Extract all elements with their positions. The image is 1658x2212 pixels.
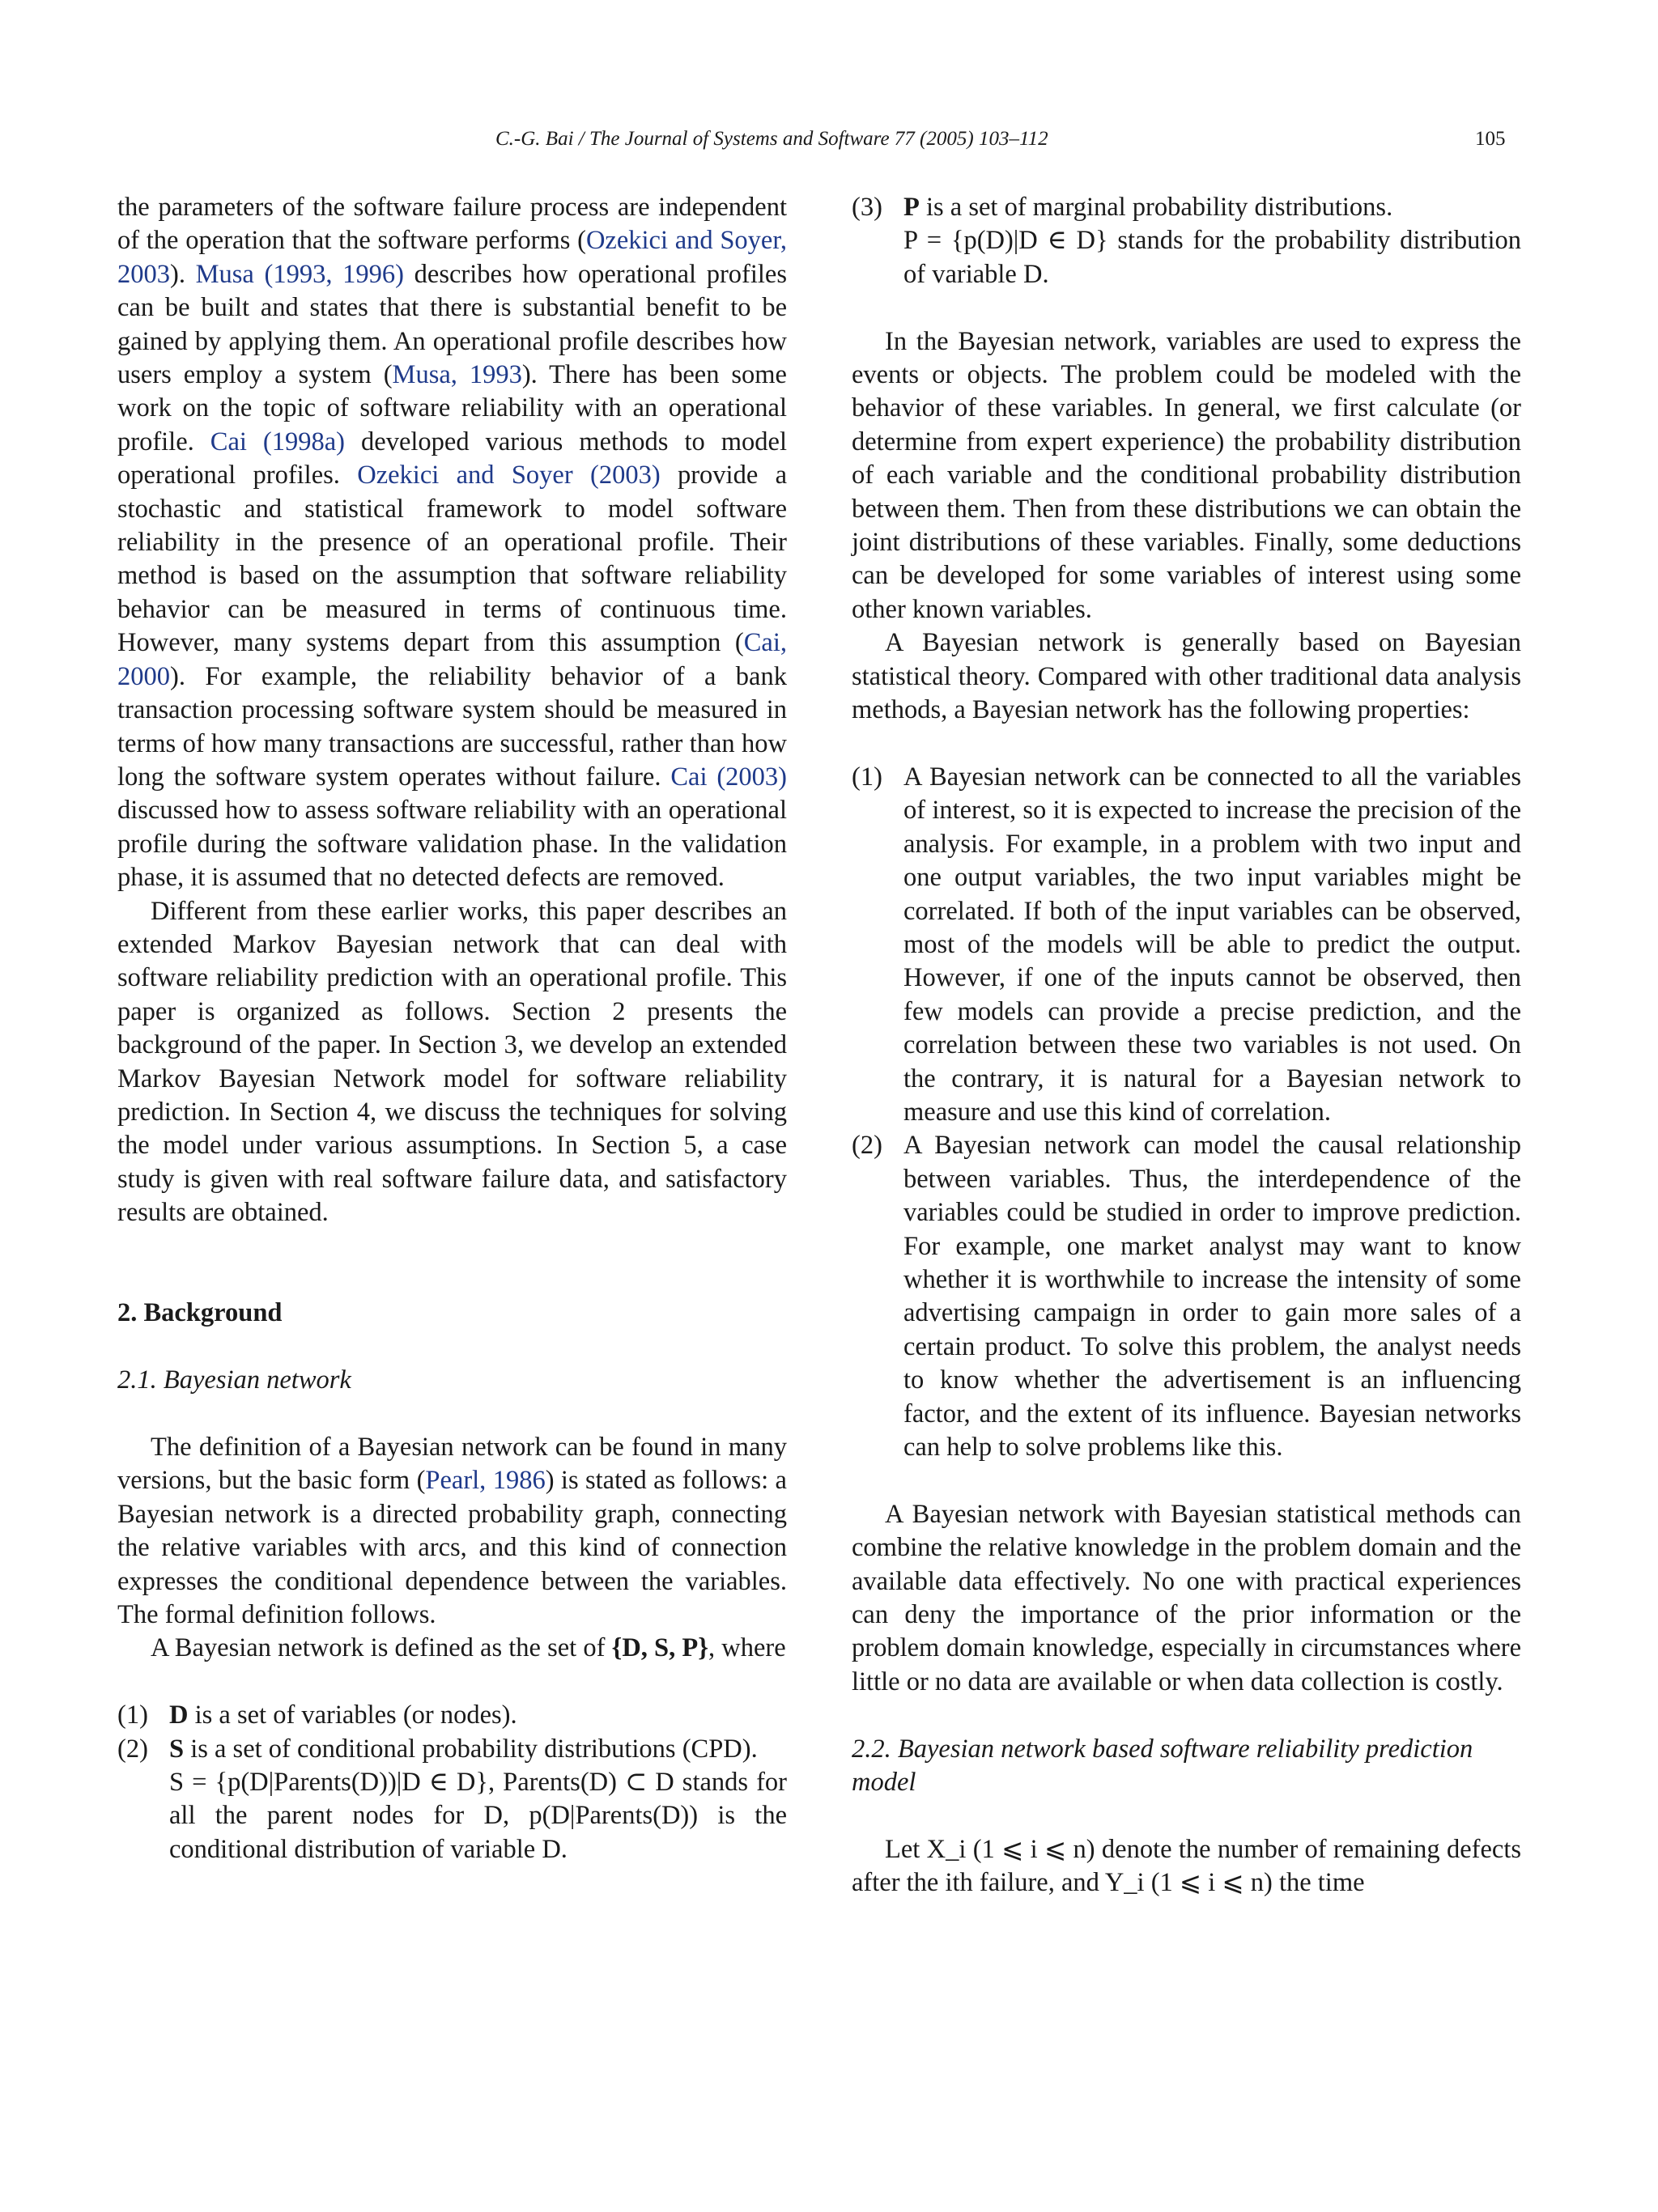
formula: P = {p(D)|D ∈ D} stands for the probability distribution of variable D.	[903, 226, 1521, 289]
list-item: (2) A Bayesian network can model the causal relationship between variables. Thus, the interdependence of the variables could be studied in order to improve prediction. For example, one market analyst may want to know whether it is worthwhile to increase the intensity of some advertising campaign in order to gain more sales of a certain product. To solve this problem, the analyst needs to know whether the advertisement is an influencing factor, and the extent of its influence. Bayesian networks can help to solve problems like this.	[852, 1131, 1521, 1462]
list-item: (3) P is a set of marginal probability distributions. P = {p(D)|D ∈ D} stands for the probability distribution of variable D.	[852, 193, 1521, 289]
paragraph-organization: Different from these earlier works, this paper describes an extended Markov Bayesian network that can deal with software reliability prediction with an operational profile. This paper is organized as follows. Section 2 presents the background of the paper. In Section 3, we develop an extended Markov Bayesian Network model for software reliability prediction. In Section 4, we discuss the techniques for solving the model under various assumptions. In Section 5, a case study is given with real software failure data, and satisfactory results are obtained.	[117, 896, 787, 1228]
paragraph-intro-continued: the parameters of the software failure process are independent of the operation that the software performs (Ozekici and Soyer, 2003). Musa (1993, 1996) describes how operational profiles can be built and states that there is substantial benefit to be gained by applying them. An operational profile describes how users employ a system (Musa, 1993). There has been some work on the topic of software reliability with an operational profile. Cai (1998a) developed various methods to model operational profiles. Ozekici and Soyer (2003) provide a stochastic and statistical framework to model software reliability in the presence of an operational profile. Their method is based on the assumption that software reliability behavior can be measured in terms of continuous time. However, many systems depart from this assumption (Cai, 2000). For example, the reliability behavior of a bank transaction processing software system should be measured in terms of how many transactions are successful, rather than how long the software system operates without failure. Cai (2003) discussed how to assess software reliability with an operational profile during the software validation phase. In the validation phase, it is assumed that no detected defects are removed.	[117, 193, 788, 893]
paragraph-definition: The definition of a Bayesian network can be found in many versions, but the basic form (Pearl, 1986) is stated as follows: a Bayesian network is a directed probability graph, connecting the relative variables with arcs, and this kind of connection expresses the conditional dependence between the variables. The formal definition follows.	[117, 1432, 787, 1630]
paragraph-bayesian-methods: A Bayesian network with Bayesian statistical methods can combine the relative knowledge in the problem domain and the available data effectively. No one with practical experiences can deny the importance of the prior information or the problem domain knowledge, especially in circumstances where little or no data are available or when data collection is costly.	[852, 1499, 1521, 1696]
running-head: C.-G. Bai / The Journal of Systems and Software 77 (2005) 103–112	[495, 128, 1048, 150]
section-heading: 2. Background	[117, 1298, 283, 1328]
subsection-heading: 2.2. Bayesian network based software reliability prediction model	[852, 1734, 1473, 1798]
list-item: (1) D is a set of variables (or nodes).	[117, 1700, 517, 1730]
citation-link[interactable]: Cai, 2000	[117, 628, 787, 691]
citation-link[interactable]: Pearl, 1986	[425, 1466, 546, 1496]
list-item: (1) A Bayesian network can be connected to all the variables of interest, so it is expected to increase the precision of the analysis. For example, in a problem with two input and one output variables, the two input variables might be correlated. If both of the input variables can be observed, most of the models will be able to predict the output. However, if one of the inputs cannot be observed, then few models can provide a precise prediction, and the correlation between these two variables is not used. On the contrary, it is natural for a Bayesian network to measure and use this kind of correlation.	[852, 762, 1521, 1127]
right-column	[852, 191, 1521, 1900]
paragraph-variables: In the Bayesian network, variables are used to express the events or objects. The problem could be modeled with the behavior of these variables. In general, we first calculate (or determine from expert experience) the probability distribution of each variable and the conditional probability distribution between them. Then from these distributions we can obtain the joint distributions of these variables. Finally, some deductions can be developed for some variables of interest using some other known variables.	[852, 326, 1521, 624]
citation-link[interactable]: Cai (2003)	[670, 762, 788, 792]
citation-link[interactable]: Ozekici and Soyer (2003)	[357, 461, 661, 490]
formula: S = {p(D|Parents(D))|D ∈ D}, Parents(D) ⊂ D stands for all the parent nodes for D, p(D|Parents(D)) is the conditional distribution of variable D.	[169, 1768, 787, 1864]
running-header	[0, 128, 1658, 160]
subsection-heading: 2.1. Bayesian network	[117, 1365, 351, 1395]
list-item: (2) S is a set of conditional probability distributions (CPD). S = {p(D|Parents(D))|D ∈ D}, Parents(D) ⊂ D stands for all the parent nodes for D, p(D|Parents(D)) is the conditional distribution of variable D.	[117, 1734, 787, 1864]
citation-link[interactable]: Cai (1998a)	[210, 427, 346, 456]
paragraph-model-start: Let X_i (1 ⩽ i ⩽ n) denote the number of remaining defects after the ith failure, and Y_i (1 ⩽ i ⩽ n) the time	[852, 1834, 1521, 1898]
paragraph-set-definition: A Bayesian network is defined as the set of {D, S, P}, where	[151, 1633, 786, 1663]
page-number: 105	[1475, 128, 1506, 150]
citation-link[interactable]: Musa (1993, 1996)	[195, 259, 404, 289]
paragraph-properties-intro: A Bayesian network is generally based on Bayesian statistical theory. Compared with other traditional data analysis methods, a Bayesian network has the following properties:	[852, 628, 1521, 725]
citation-link[interactable]: Ozekici and Soyer, 2003	[117, 226, 787, 289]
left-column	[117, 191, 787, 1866]
citation-link[interactable]: Musa, 1993	[392, 360, 522, 390]
